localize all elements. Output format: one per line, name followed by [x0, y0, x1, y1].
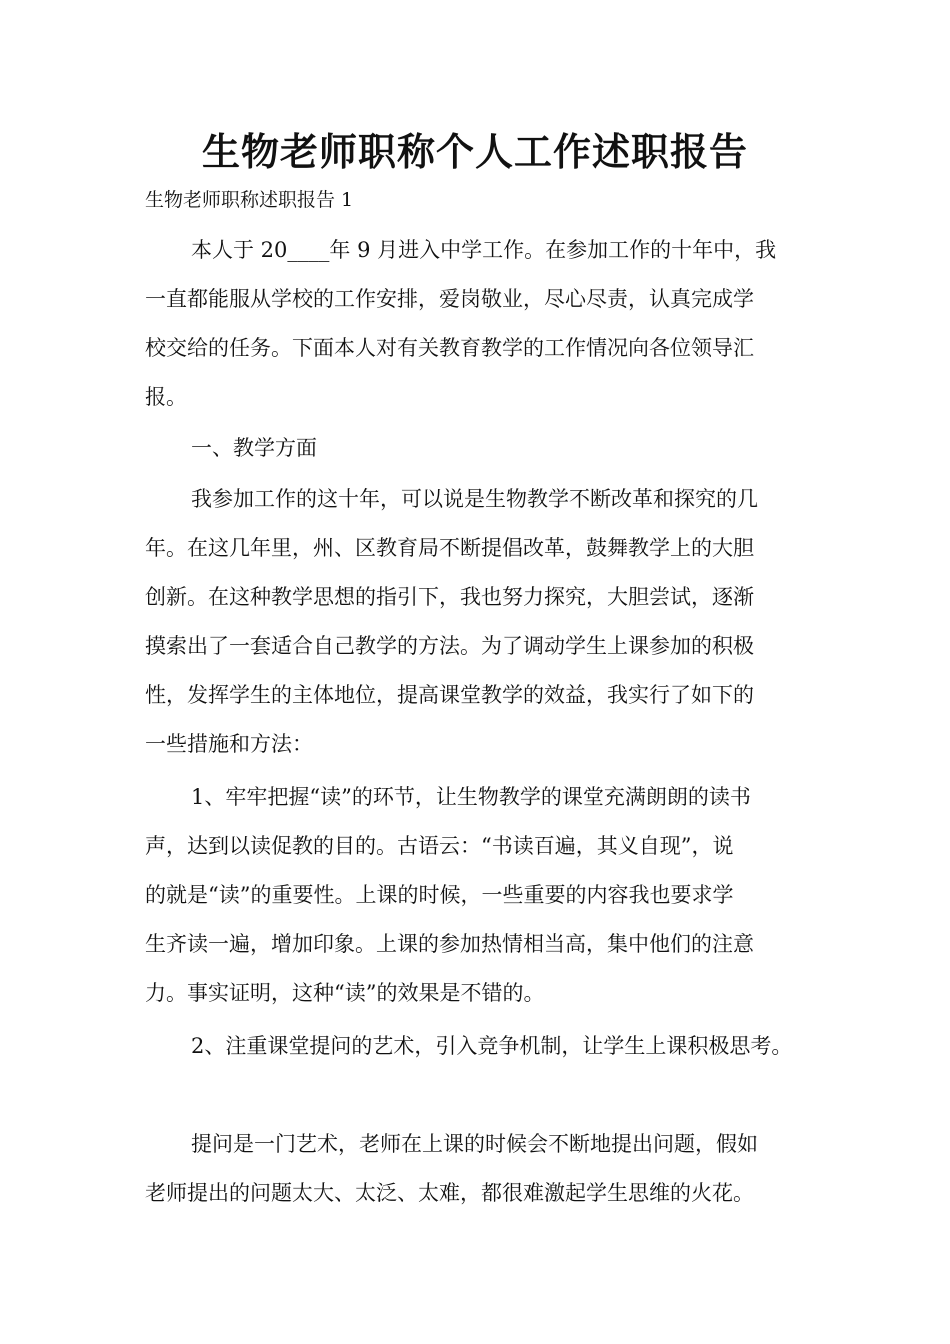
section-heading: 一、教学方面 [191, 436, 317, 460]
list-item-reading [145, 773, 815, 1018]
text-line: 校交给的任务。下面本人对有关教育教学的工作情况向各位领导汇 [145, 336, 754, 360]
text-line: 生齐读一遍，增加印象。上课的参加热情相当高，集中他们的注意 [145, 932, 754, 956]
document-title: 生物老师职称个人工作述职报告 [201, 129, 748, 174]
text-line: 一些措施和方法： [145, 732, 313, 756]
text-line: 本人于 20____年 9 月进入中学工作。在参加工作的十年中，我 [191, 238, 777, 262]
text-line: 提问是一门艺术，老师在上课的时候会不断地提出问题，假如 [191, 1132, 758, 1156]
paragraph-questioning [145, 1120, 815, 1218]
text-line: 创新。在这种教学思想的指引下，我也努力探究，大胆尝试，逐渐 [145, 585, 754, 609]
text-line: 一直都能服从学校的工作安排，爱岗敬业，尽心尽责，认真完成学 [145, 287, 754, 311]
list-item-questioning [145, 1022, 815, 1071]
text-line: 摸索出了一套适合自己教学的方法。为了调动学生上课参加的积极 [145, 634, 754, 658]
text-line: 我参加工作的这十年，可以说是生物教学不断改革和探究的几 [191, 487, 758, 511]
text-line: 2、注重课堂提问的艺术，引入竞争机制，让学生上课积极思考。 [191, 1034, 793, 1058]
text-line: 老师提出的问题太大、太泛、太难，都很难激起学生思维的火花。 [145, 1181, 754, 1205]
paragraph-teaching [145, 475, 815, 769]
text-line: 年。在这几年里，州、区教育局不断提倡改革，鼓舞教学上的大胆 [145, 536, 754, 560]
text-line: 1、牢牢把握“读”的环节，让生物教学的课堂充满朗朗的读书 [191, 785, 751, 809]
text-line: 声，达到以读促教的目的。古语云：“书读百遍，其义自现”，说 [145, 834, 734, 858]
text-line: 报。 [145, 385, 187, 409]
text-line: 力。事实证明，这种“读”的效果是不错的。 [145, 981, 545, 1005]
paragraph-intro [145, 226, 815, 422]
document-subtitle: 生物老师职称述职报告 1 [145, 189, 354, 211]
text-line: 性，发挥学生的主体地位，提高课堂教学的效益，我实行了如下的 [145, 683, 754, 707]
section-heading-teaching [145, 424, 815, 473]
text-line: 的就是“读”的重要性。上课的时候，一些重要的内容我也要求学 [145, 883, 734, 907]
